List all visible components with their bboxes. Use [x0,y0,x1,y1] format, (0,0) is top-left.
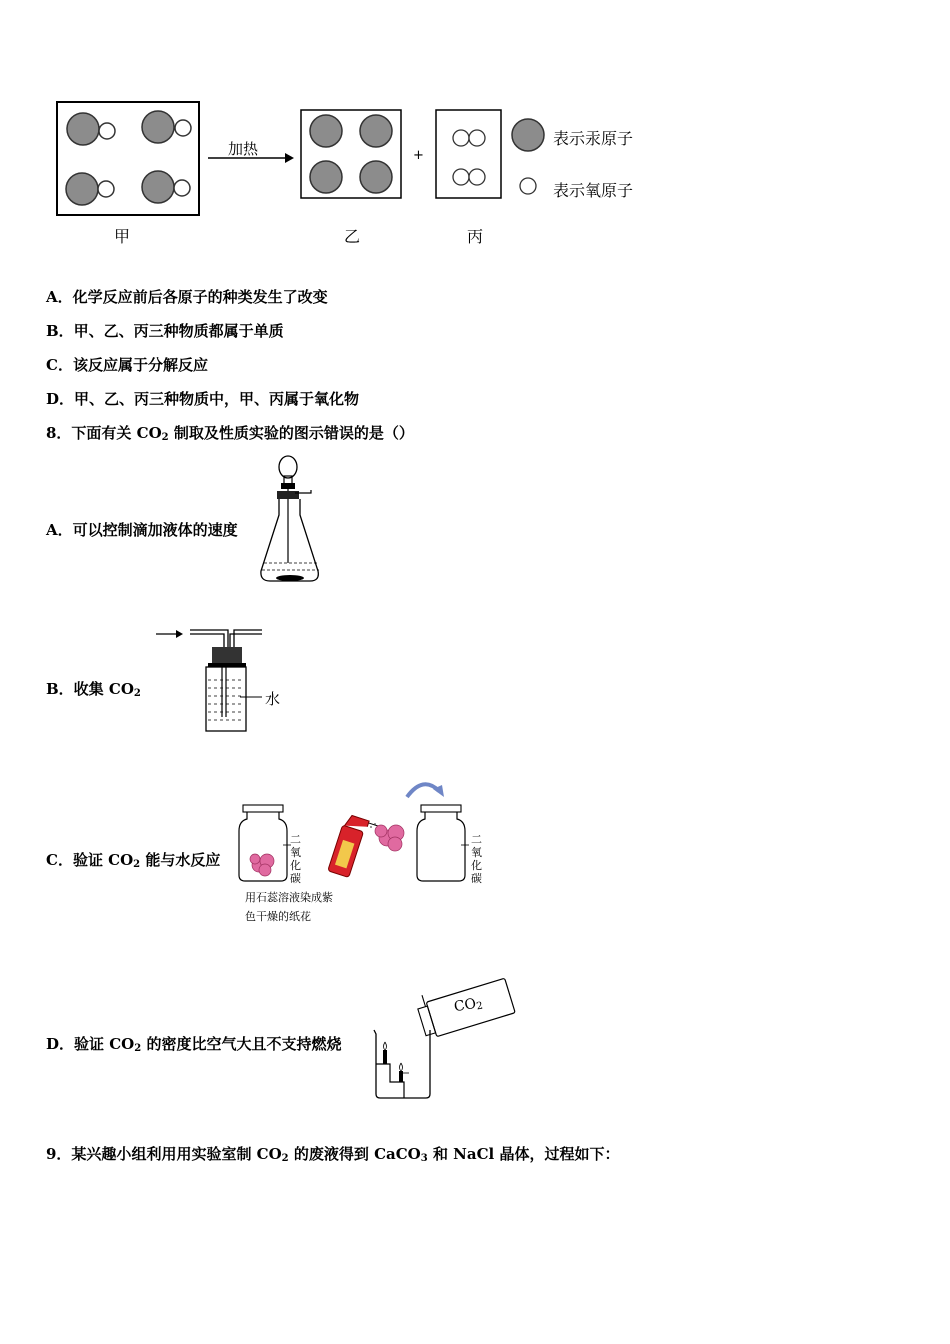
separatory-flask-apparatus [255,453,335,588]
water-label: 水 [265,690,281,708]
flower-caption-1: 用石蕊溶液染成紫 [245,891,333,904]
mercury-oxide-molecule [66,111,174,205]
bottle-char: 氧 [290,846,301,859]
bottle-char: 化 [290,859,301,872]
q8-option-b-sub: 2 [133,688,141,699]
q9-sub-2: 3 [420,1153,428,1164]
q7-option-c: C．该反应属于分解反应 [46,356,208,374]
legend-mercury-text: 表示汞原子 [553,129,634,148]
label-bing: 丙 [467,227,484,246]
q7-option-a: A．化学反应前后各原子的种类发生了改变 [46,288,328,306]
mercury-atom [310,115,392,193]
q8-option-c-sub: 2 [133,859,141,870]
label-yi: 乙 [344,227,361,246]
q8-option-a: A．可以控制滴加液体的速度 [46,521,238,539]
q8-option-c-suffix: 能与水反应 [140,851,221,869]
oxygen-molecule [453,130,485,185]
q7-option-b: B．甲、乙、丙三种物质都属于单质 [46,322,284,340]
bottle-char: 二 [471,833,482,846]
box-bing [436,110,501,198]
q8-stem-suffix: 制取及性质实验的图示错误的是（） [168,424,414,442]
curved-arrow-icon [407,784,439,797]
bottle-char: 碳 [290,872,301,885]
reaction-diagram-svg [0,0,950,260]
q8-stem-sub: 2 [161,432,169,443]
q8-option-d [46,1033,341,1054]
q8-option-d-suffix: 的密度比空气大且不支持燃烧 [141,1035,342,1053]
bottle-char: 氧 [471,846,482,859]
q9-sub-1: 2 [281,1153,289,1164]
candle-beaker-experiment [368,972,518,1102]
bottle-label-right [471,833,483,885]
spray-bottle [328,814,379,882]
legend-oxygen-icon [520,178,536,194]
q8-stem [46,422,414,443]
q8-option-c [46,849,220,870]
gas-label-main: CO [452,995,478,1016]
legend-oxygen-text: 表示氧原子 [553,181,634,200]
bottle-label-left [290,833,302,885]
q8-stem-prefix: 8．下面有关 CO [46,424,162,442]
q9-part-2: 的废液得到 CaCO [288,1145,421,1163]
q7-option-d: D．甲、乙、丙三种物质中，甲、丙属于氧化物 [46,390,360,408]
label-jia: 甲 [114,227,131,246]
q8-option-c-prefix: C．验证 CO [46,851,134,869]
legend-mercury-icon [512,119,544,151]
reaction-arrowhead [285,153,294,163]
plus-sign: + [413,148,424,163]
gas-label-sub: 2 [475,1000,484,1013]
arrow-label: 加热 [228,140,259,158]
q8-option-b [46,678,141,699]
q9-stem [46,1143,619,1164]
bottle-char: 二 [290,833,301,846]
q8-option-d-prefix: D．验证 CO [46,1035,135,1053]
co2-water-experiment [235,775,495,885]
gas-collection-bottle [150,625,290,735]
bottle-char: 化 [471,859,482,872]
paper-flower-right [375,825,404,851]
flower-caption-2: 色干燥的纸花 [245,910,311,923]
bottle-char: 碳 [471,872,482,885]
q8-option-d-sub: 2 [134,1043,142,1054]
paper-flower-left [250,854,274,876]
q8-option-b-prefix: B．收集 CO [46,680,134,698]
q9-part-3: 和 NaCl 晶体，过程如下： [427,1145,620,1163]
q9-part-1: 9．某兴趣小组利用用实验室制 CO [46,1145,282,1163]
